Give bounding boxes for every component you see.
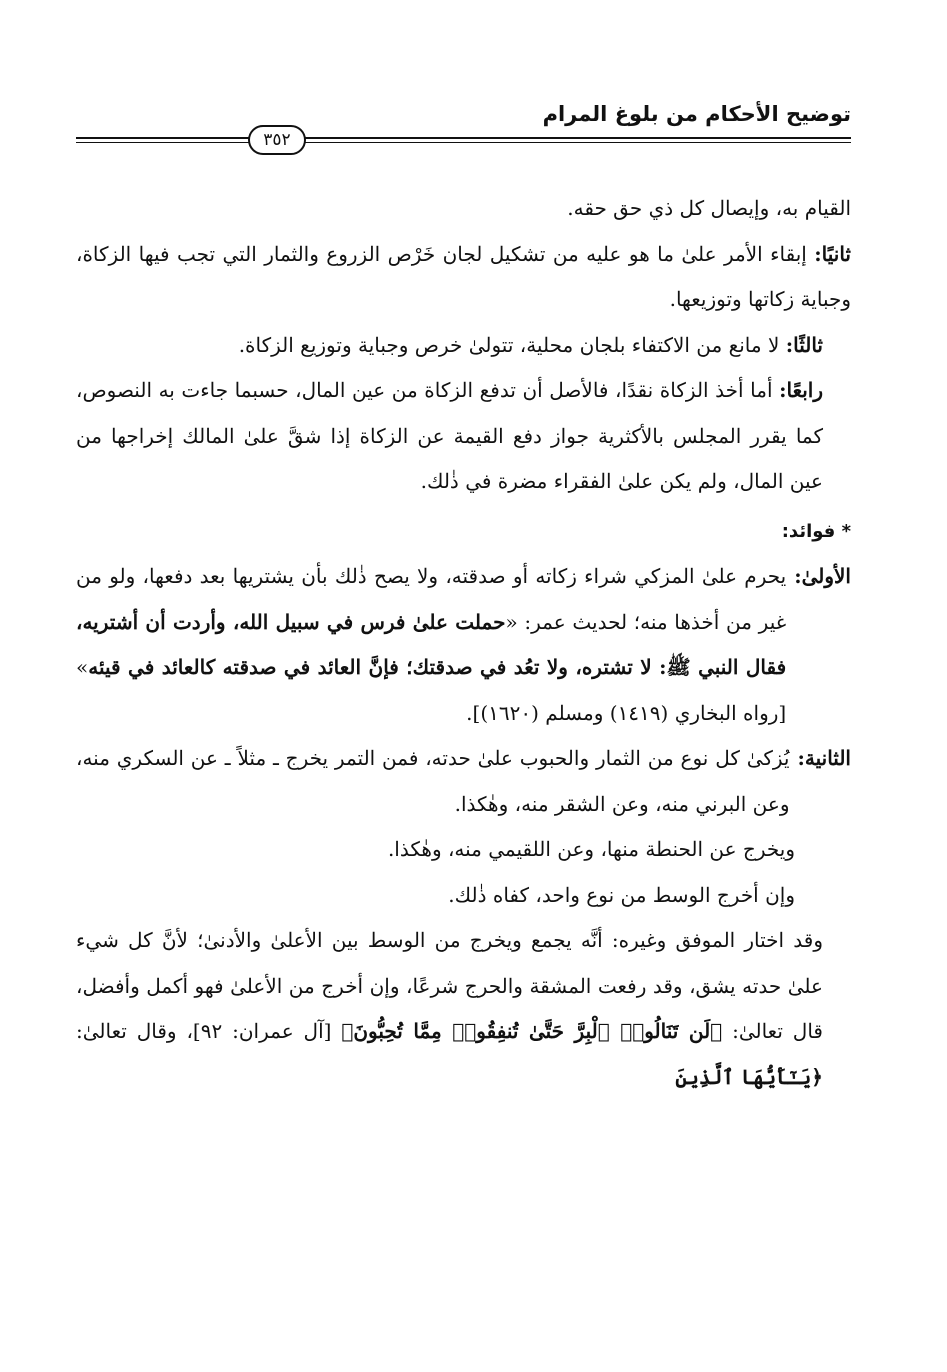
- hadith-quote: حملت علىٰ فرس في سبيل الله، وأردت أن أشتريه، فقال النبي ﷺ: لا تشتره، ولا تعُد في صدقتك؛ فإنَّ العائد في صدقته كالعائد في قيئه: [76, 609, 787, 679]
- quran-verse-2: ﴿يَـٰٓأَيُّهَا ٱلَّذِينَ: [675, 1064, 823, 1089]
- final-paragraph-text: وقد اختار الموفق وغيره: أنَّه يجمع ويخرج من الوسط بين الأعلىٰ والأدنىٰ؛ لأنَّ كل شيء علىٰ حدته يشق، وقد رفعت المشقة والحرج شرعًا، وإن أخرج من الأعلىٰ فهو أكمل وأفضل، قال تعالىٰ:: [76, 928, 823, 1043]
- page-header: [76, 100, 851, 160]
- paragraph-continuation: القيام به، وإيصال كل ذي حق حقه.: [567, 196, 851, 220]
- point-fourth-text: أما أخذ الزكاة نقدًا، فالأصل أن تدفع الزكاة من عين المال، حسبما جاءت به النصوص، كما يقرر المجلس بالأكثرية جواز دفع القيمة عن الزكاة إذا شقَّ علىٰ المالك إخراجها من عين المال، ولم يكن علىٰ الفقراء مضرة في ذٰلك.: [76, 378, 823, 493]
- running-title: توضيح الأحكام من بلوغ المرام: [542, 102, 851, 126]
- line-middle: وإن أخرج الوسط من نوع واحد، كفاه ذٰلك.: [448, 882, 795, 907]
- quran-reference-1: [آل عمران: ٩٢]، وقال تعالىٰ:: [76, 1019, 342, 1043]
- page-number: ٣٥٢: [248, 125, 306, 155]
- header-rule-thick: [76, 137, 851, 139]
- page-content: [76, 186, 851, 1100]
- benefit-first: [76, 554, 851, 736]
- header-rule-thin: [76, 142, 851, 143]
- point-fourth: [76, 368, 851, 505]
- point-third-label: ثالثًا:: [785, 332, 823, 357]
- benefit-first-label: الأولىٰ:: [794, 564, 851, 588]
- hadith-reference: » [رواه البخاري (١٤١٩) ومسلم (١٦٢٠)].: [76, 655, 787, 725]
- final-paragraph: [76, 918, 851, 1100]
- benefits-heading: * فوائد:: [781, 520, 851, 542]
- point-second: [76, 232, 851, 323]
- point-fourth-label: رابعًا:: [779, 378, 823, 402]
- line-wheat: ويخرج عن الحنطة منها، وعن اللقيمي منه، وهٰكذا.: [387, 837, 795, 861]
- benefit-second-text: يُزكىٰ كل نوع من الثمار والحبوب علىٰ حدته، فمن التمر يخرج ـ مثلاً ـ عن السكري منه، وعن البرني منه، وعن الشقر منه، وهٰكذا.: [76, 746, 790, 816]
- benefit-second-label: الثانية:: [797, 746, 851, 770]
- point-second-text: إبقاء الأمر علىٰ ما هو عليه من تشكيل لجان خَرْص الزروع والثمار التي تجب فيها الزكاة، وجباية زكاتها وتوزيعها.: [76, 241, 851, 311]
- point-second-label: ثانيًا:: [814, 241, 851, 266]
- benefit-first-text: يحرم علىٰ المزكي شراء زكاته أو صدقته، ولا يصح ذٰلك بأن يشتريها بعد دفعها، ولو من غير من أخذها منه؛ لحديث عمر: «: [76, 564, 787, 634]
- point-third: [76, 323, 851, 369]
- benefit-first-body: [76, 554, 786, 736]
- quran-verse-1: ﴿لَن تَنَالُوا۟ ٱلْبِرَّ حَتَّىٰ تُنفِقُوا۟ مِمَّا تُحِبُّونَ﴾: [341, 1019, 723, 1043]
- point-third-text: لا مانع من الاكتفاء بلجان محلية، تتولىٰ خرص وجباية وتوزيع الزكاة.: [238, 332, 780, 357]
- benefit-second: [76, 736, 851, 827]
